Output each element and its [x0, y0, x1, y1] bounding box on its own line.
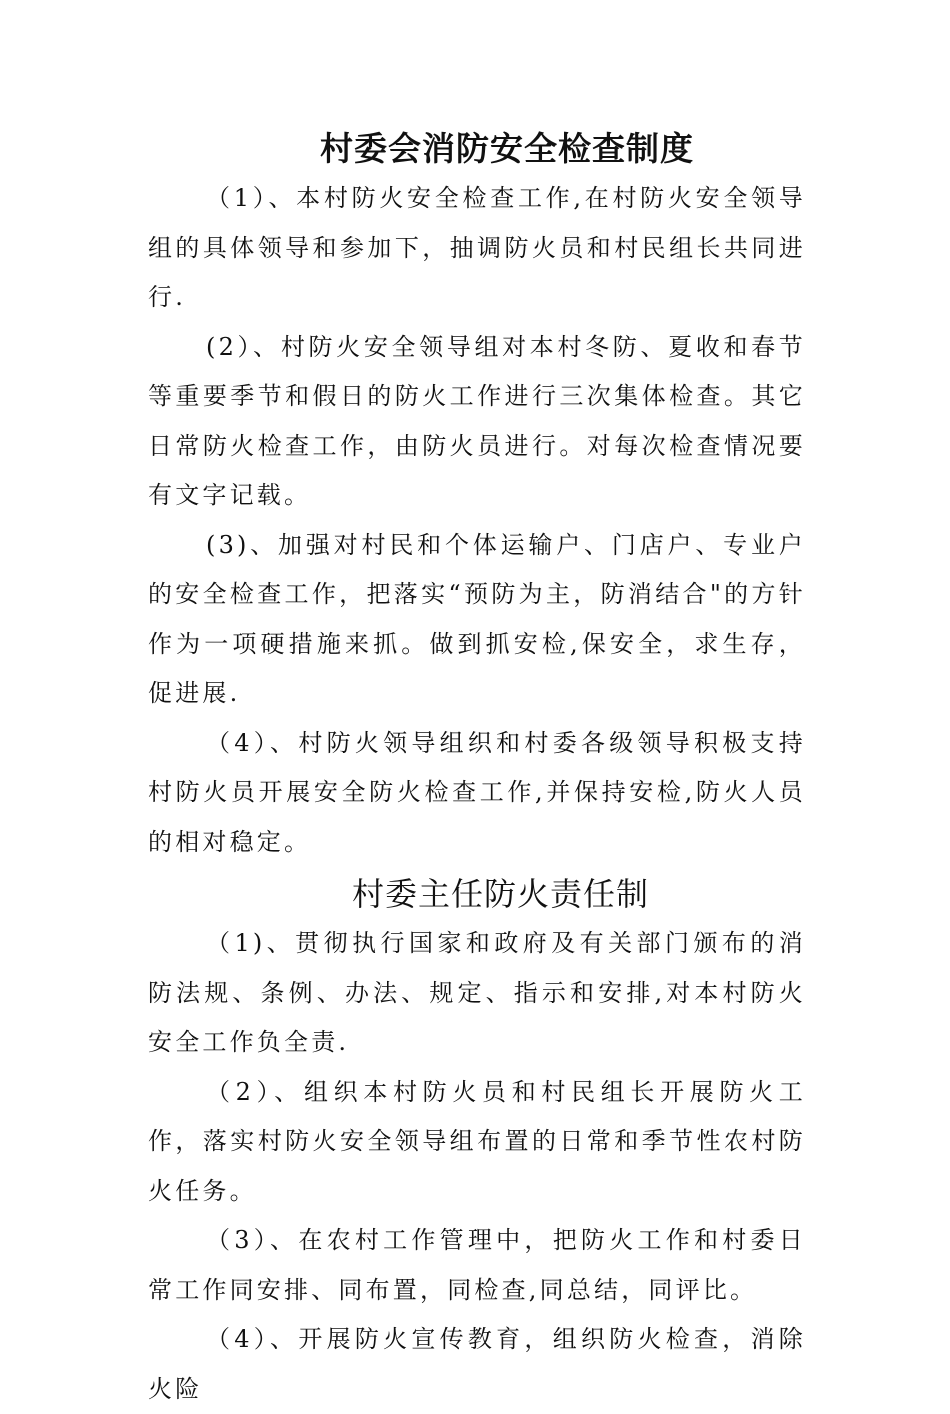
paragraph: （2）、组织本村防火员和村民组长开展防火工作，落实村防火安全领导组布置的日常和季节性农村防火任务。 [148, 1077, 806, 1205]
paragraph: （3）、在农村工作管理中，把防火工作和村委日常工作同安排、同布置，同检查,同总结，同评比。 [148, 1226, 806, 1304]
section-title-director-responsibility: 村委主任防火责任制 [352, 875, 650, 913]
paragraph: （4）、开展防火宣传教育，组织防火检查，消除火险 [148, 1325, 806, 1403]
paragraph: （1）、本村防火安全检查工作,在村防火安全领导组的具体领导和参加下，抽调防火员和村民组长共同进行. [148, 184, 806, 311]
document-body [148, 124, 806, 1414]
paragraph: （4）、村防火领导组织和村委各级领导积极支持村防火员开展安全防火检查工作,并保持安检,防火人员的相对稳定。 [148, 728, 806, 856]
section-title-fire-safety-inspection: 村委会消防安全检查制度 [320, 129, 694, 168]
paragraph: (2）、村防火安全领导组对本村冬防、夏收和春节等重要季节和假日的防火工作进行三次集体检查。其它日常防火检查工作，由防火员进行。对每次检查情况要有文字记载。 [148, 332, 806, 509]
paragraph: (3)、加强对村民和个体运输户、门店户、专业户的安全检查工作，把落实“预防为主，防消结合"的方针作为一项硬措施来抓。做到抓安检,保安全，求生存，促进展. [148, 530, 806, 707]
paragraph: （1)、贯彻执行国家和政府及有关部门颁布的消防法规、条例、办法、规定、指示和安排,对本村防火安全工作负全责. [148, 929, 806, 1056]
